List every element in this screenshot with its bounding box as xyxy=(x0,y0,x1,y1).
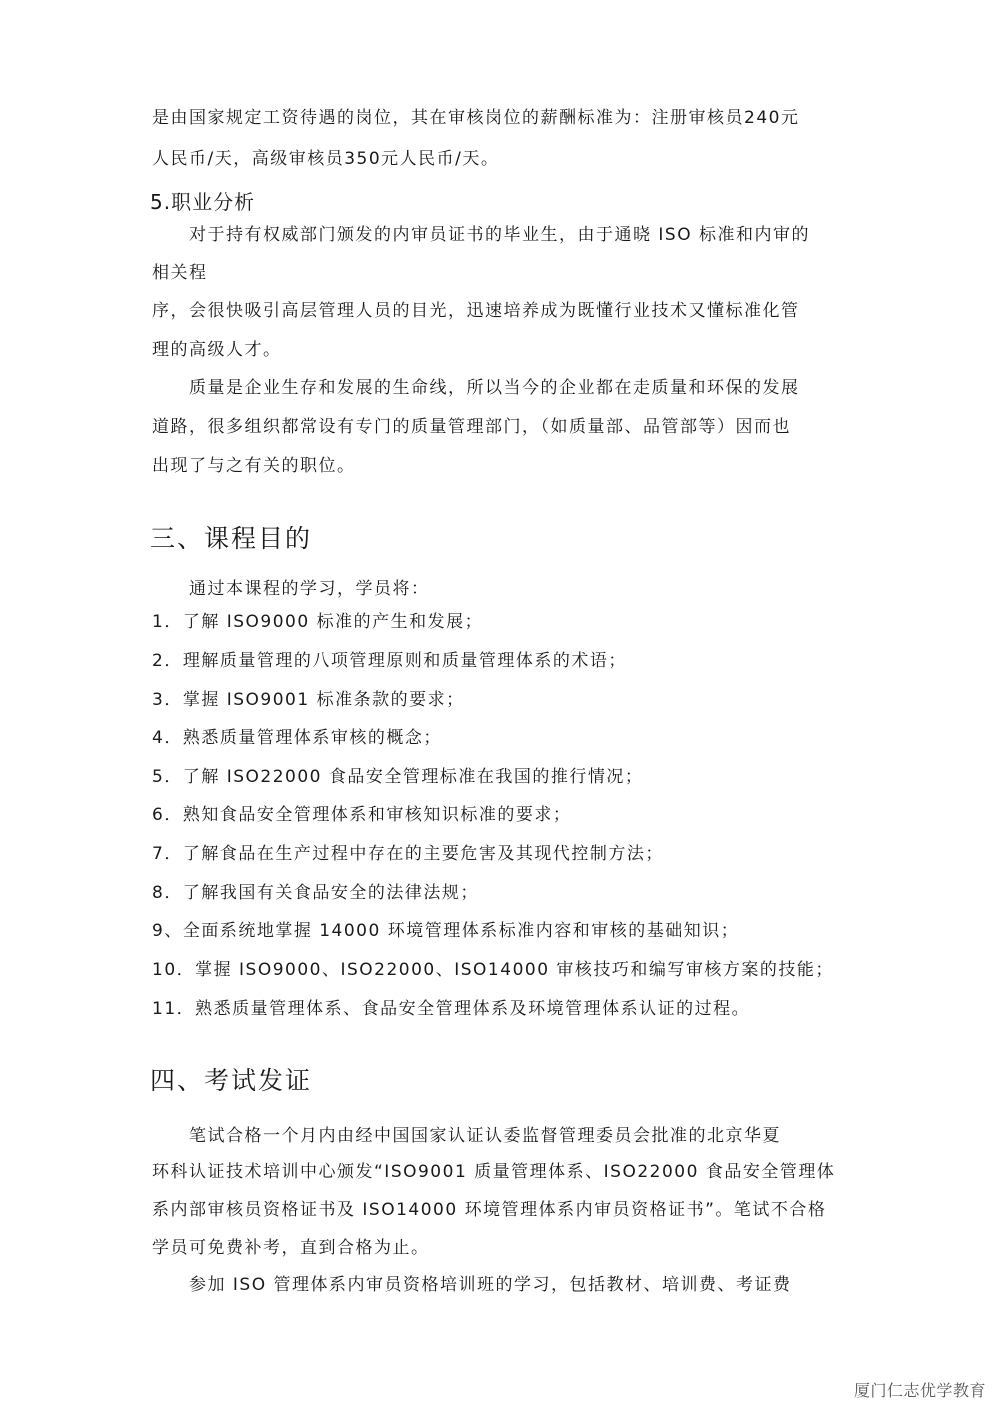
objective-item-5: 5．了解 ISO22000 食品安全管理标准在我国的推行情况； xyxy=(152,767,644,787)
section-5-para2-line-2: 道路，很多组织都常设有专门的质量管理部门，（如质量部、品管部等）因而也 xyxy=(152,417,791,437)
section-4-para1-line-4: 学员可免费补考，直到合格为止。 xyxy=(152,1238,430,1258)
objective-item-9: 9、全面系统地掌握 14000 环境管理体系标准内容和审核的基础知识； xyxy=(152,921,740,941)
objective-item-7: 7．了解食品在生产过程中存在的主要危害及其现代控制方法； xyxy=(152,844,664,864)
objective-item-1: 1．了解 ISO9000 标准的产生和发展； xyxy=(152,612,484,632)
section-4-para2-line-1: 参加 ISO 管理体系内审员资格培训班的学习，包括教材、培训费、考证费 xyxy=(189,1275,792,1295)
watermark: 厦门仁志优学教育 xyxy=(853,1381,986,1400)
section-5-para1-line-3: 序，会很快吸引高层管理人员的目光，迅速培养成为既懂行业技术又懂标准化管 xyxy=(152,301,800,321)
section-5-para2-line-3: 出现了与之有关的职位。 xyxy=(152,456,356,476)
section-4-para1-line-2: 环科认证技术培训中心颁发“ISO9001 质量管理体系、ISO22000 食品安全管理体 xyxy=(152,1162,836,1182)
section-5-para1-line-4: 理的高级人才。 xyxy=(152,340,282,360)
section-4-title: 四、考试发证 xyxy=(150,1066,313,1095)
section-4-para1-line-1: 笔试合格一个月内由经中国国家认证认委监督管理委员会批准的北京华夏 xyxy=(189,1126,781,1146)
objective-item-2: 2．理解质量管理的八项管理原则和质量管理体系的术语； xyxy=(152,651,627,671)
objective-item-8: 8．了解我国有关食品安全的法律法规； xyxy=(152,883,479,903)
objective-item-3: 3．掌握 ISO9001 标准条款的要求； xyxy=(152,690,465,710)
intro-line-1: 是由国家规定工资待遇的岗位，其在审核岗位的薪酬标准为：注册审核员240元 xyxy=(152,108,800,128)
section-5-para1-line-1: 对于持有权威部门颁发的内审员证书的毕业生，由于通晓 ISO 标准和内审的 xyxy=(189,225,810,245)
objective-item-6: 6．熟知食品安全管理体系和审核知识标准的要求； xyxy=(152,805,572,825)
section-5-para1-line-2: 相关程 xyxy=(152,263,208,283)
section-5-para2-line-1: 质量是企业生存和发展的生命线，所以当今的企业都在走质量和环保的发展 xyxy=(189,378,800,398)
objective-item-4: 4．熟悉质量管理体系审核的概念； xyxy=(152,728,442,748)
objective-item-10: 10．掌握 ISO9000、ISO22000、ISO14000 审核技巧和编写审核方案的技能； xyxy=(152,960,834,980)
section-3-intro: 通过本课程的学习，学员将： xyxy=(189,579,430,599)
section-3-title: 三、课程目的 xyxy=(150,524,313,553)
section-4-para1-line-3: 系内部审核员资格证书及 ISO14000 环境管理体系内审员资格证书”。笔试不合格 xyxy=(152,1200,827,1220)
section-5-title: 5.职业分析 xyxy=(150,190,256,214)
intro-line-2: 人民币/天，高级审核员350元人民币/天。 xyxy=(152,149,500,169)
objective-item-11: 11．熟悉质量管理体系、食品安全管理体系及环境管理体系认证的过程。 xyxy=(152,999,751,1019)
